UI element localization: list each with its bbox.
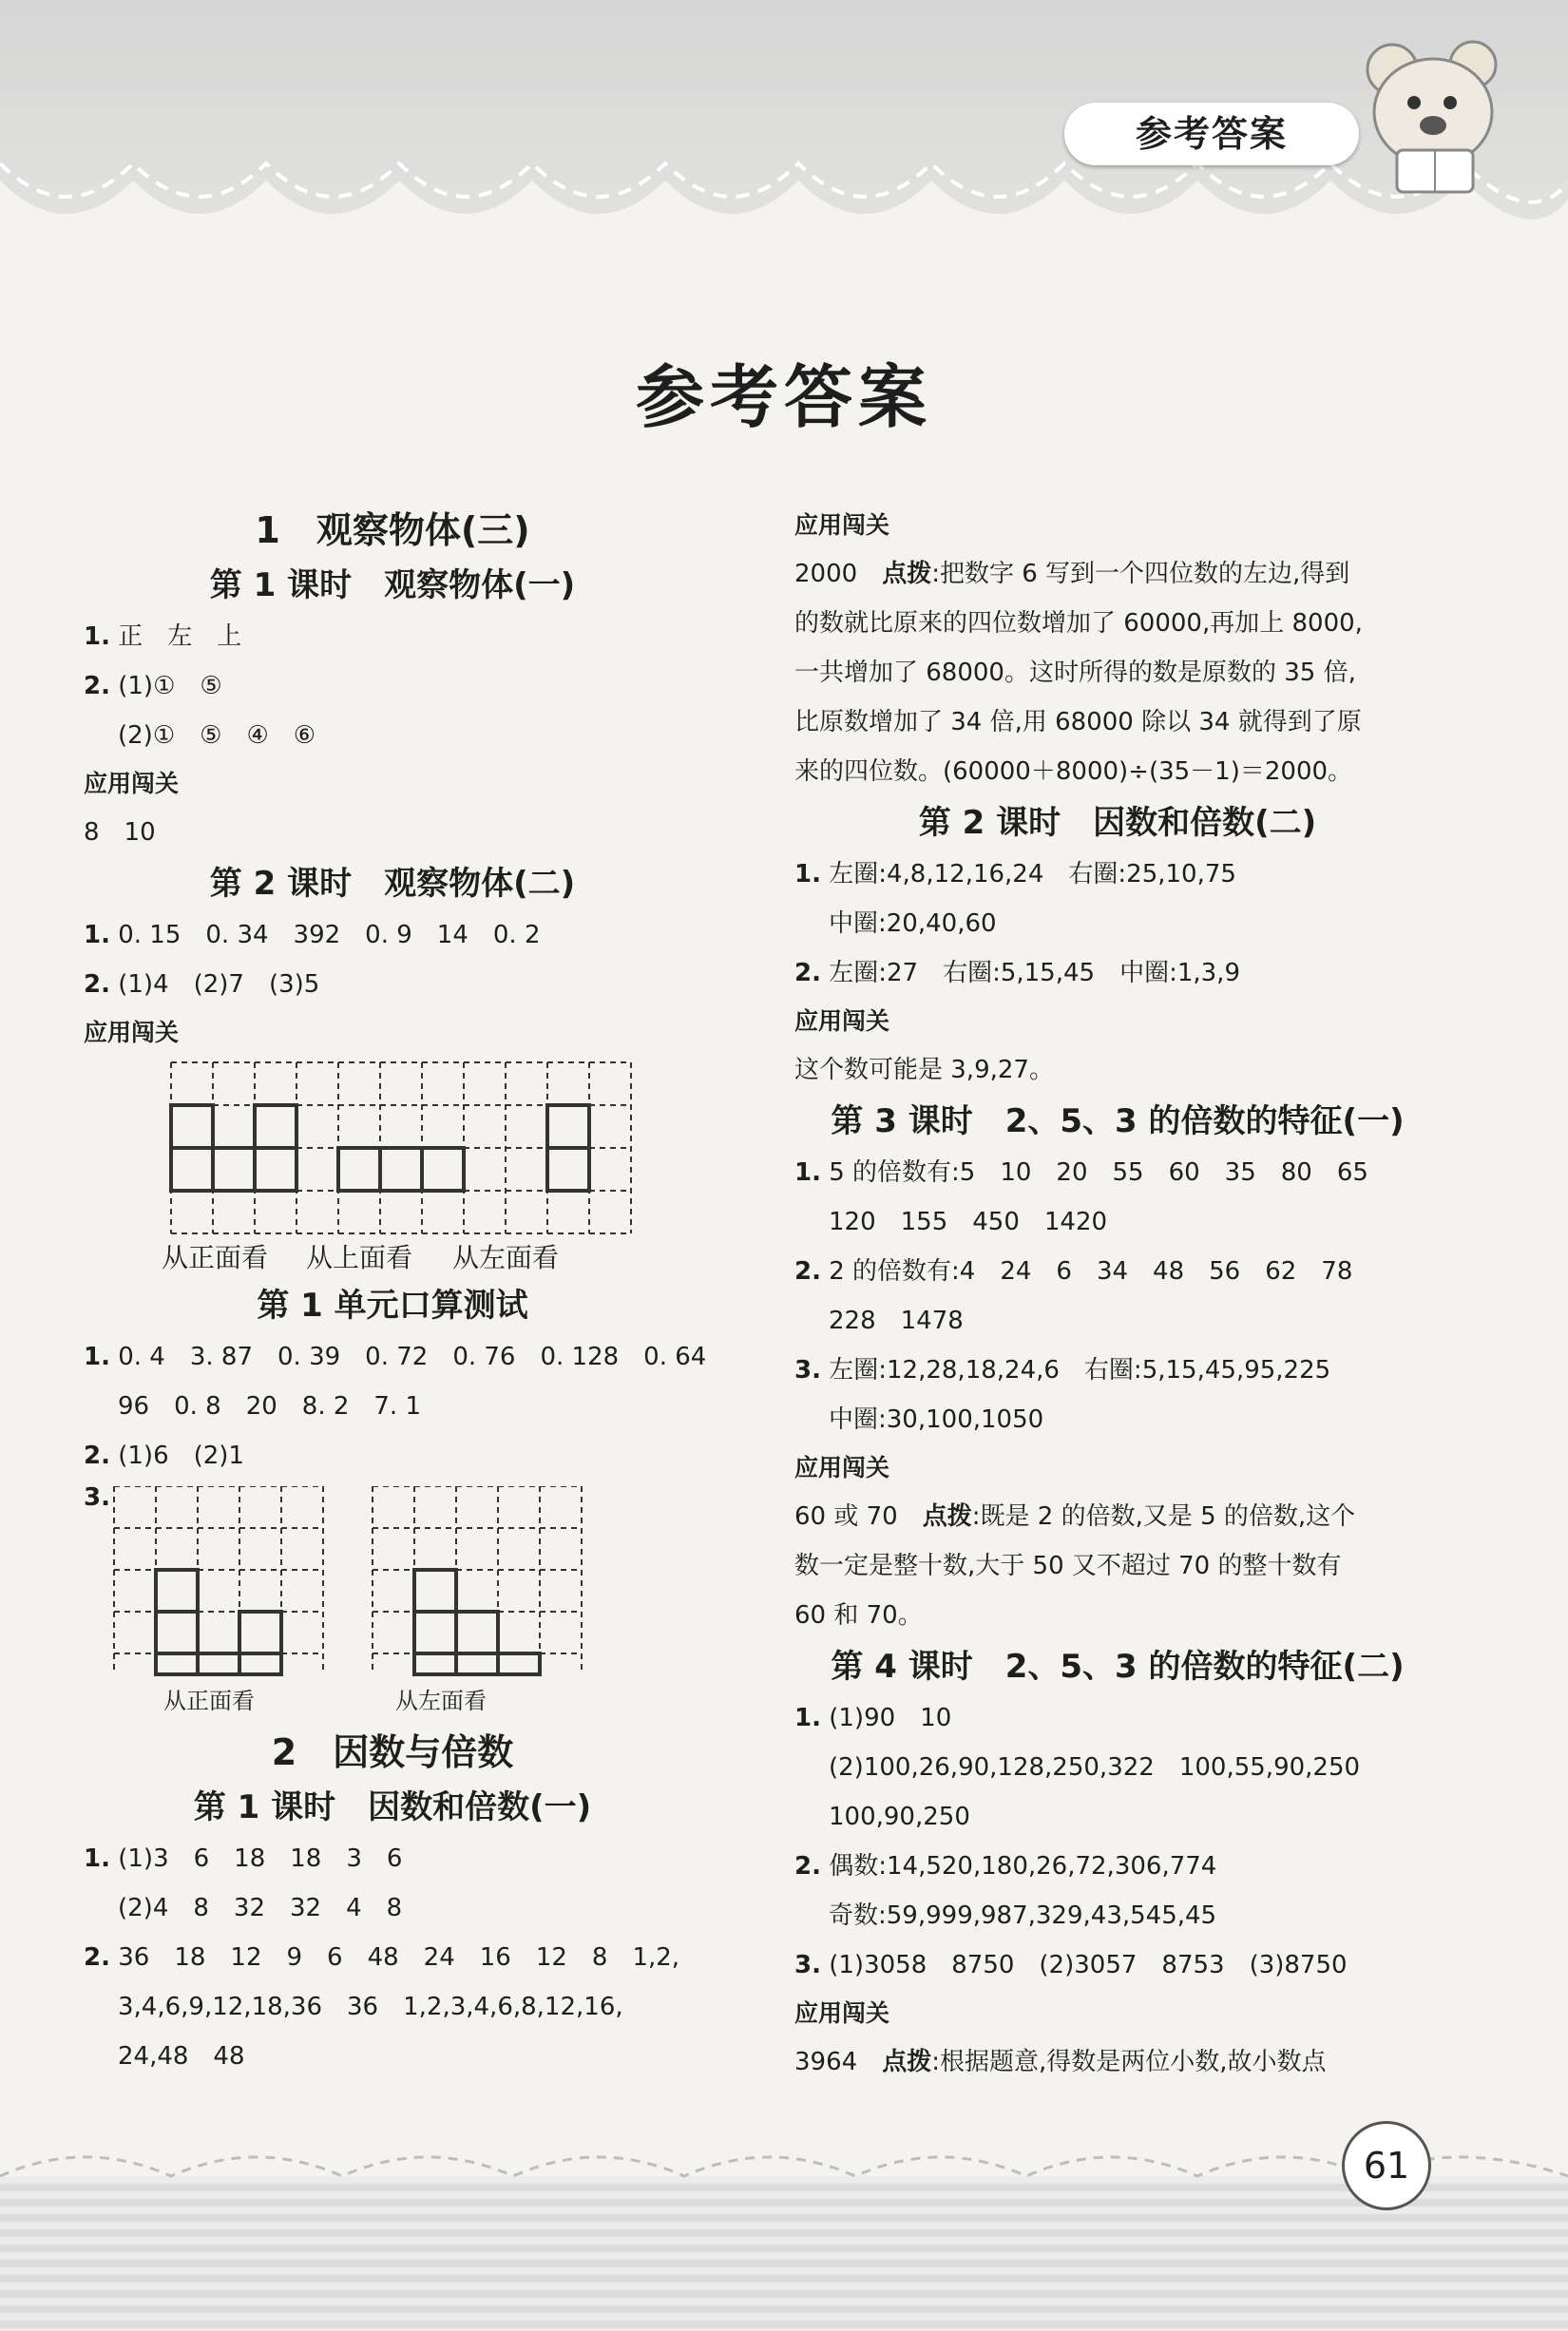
left-column — [84, 502, 707, 2081]
answer-line: 3. 左圈:12,28,18,24,6 右圈:5,15,45,95,225 — [794, 1356, 1331, 1385]
answer-line: 1. 5 的倍数有:5 10 20 55 60 35 80 65 — [794, 1158, 1368, 1187]
footer-band — [0, 2176, 1568, 2331]
lesson-2-title-right: 第 2 课时 因数和倍数(二) — [918, 804, 1317, 842]
answer-line: 1. 正 左 上 — [84, 622, 242, 651]
figure-captions — [84, 1237, 701, 1279]
caption-front: 从正面看 — [162, 1242, 269, 1273]
right-column — [794, 502, 1441, 2087]
answer-line: 这个数可能是 3,9,27。 — [794, 1056, 1054, 1084]
lesson-1-title: 第 1 课时 观察物体(一) — [209, 566, 576, 604]
header-tab: 参考答案 — [1064, 103, 1359, 165]
application-heading: 应用闯关 — [84, 770, 180, 797]
explanation-line: 60 或 70 点拨:既是 2 的倍数,又是 5 的倍数,这个 — [794, 1502, 1356, 1531]
answer-line: 1. 左圈:4,8,12,16,24 右圈:25,10,75 — [794, 860, 1236, 888]
explanation-line: 数一定是整十数,大于 50 又不超过 70 的整十数有 — [794, 1552, 1342, 1580]
application-heading: 应用闯关 — [794, 1999, 890, 2027]
answer-line: 24,48 48 — [118, 2042, 245, 2071]
application-heading: 应用闯关 — [794, 1007, 890, 1035]
explanation-line: 来的四位数。(60000＋8000)÷(35－1)＝2000。 — [794, 757, 1353, 786]
answer-line: (2)① ⑤ ④ ⑥ — [118, 721, 316, 750]
lesson-3-title-right: 第 3 课时 2、5、3 的倍数的特征(一) — [831, 1102, 1405, 1140]
explanation-line: 3964 点拨:根据题意,得数是两位小数,故小数点 — [794, 2048, 1327, 2076]
explanation-line: 一共增加了 68000。这时所得的数是原数的 35 倍, — [794, 659, 1356, 687]
application-heading: 应用闯关 — [794, 1454, 890, 1481]
answer-line: 奇数:59,999,987,329,43,545,45 — [829, 1901, 1217, 1930]
explanation-line: 60 和 70。 — [794, 1601, 923, 1630]
page-title: 参考答案 — [635, 357, 932, 437]
answer-line: 2. (1)4 (2)7 (3)5 — [84, 970, 320, 999]
answer-line: 2. 36 18 12 9 6 48 24 16 12 8 1,2, — [84, 1943, 680, 1972]
answer-line: 1. (1)90 10 — [794, 1704, 952, 1732]
answer-line: 中圈:20,40,60 — [829, 909, 997, 938]
answer-line: 8 10 — [84, 818, 156, 847]
answer-line: 3,4,6,9,12,18,36 36 1,2,3,4,6,8,12,16, — [118, 1993, 623, 2021]
answer-line: 中圈:30,100,1050 — [829, 1405, 1044, 1434]
unit-1-title: 1 观察物体(三) — [255, 509, 530, 551]
page-number: 61 — [1342, 2121, 1431, 2210]
figure-2-captions — [84, 1682, 487, 1720]
answer-line: 2. 2 的倍数有:4 24 6 34 48 56 62 78 — [794, 1257, 1353, 1286]
explanation-line: 的数就比原来的四位数增加了 60000,再加上 8000, — [794, 609, 1363, 638]
answer-line: 1. 0. 15 0. 34 392 0. 9 14 0. 2 — [84, 921, 541, 949]
q3-figure-block: 3. 从正面看 从左面看 — [84, 1481, 701, 1724]
view-grid-figure-2 — [84, 1486, 701, 1686]
answer-line: 228 1478 — [829, 1307, 964, 1335]
answer-line: 2. 偶数:14,520,180,26,72,306,774 — [794, 1852, 1217, 1881]
view-grid-figure — [84, 1057, 701, 1237]
answer-line: (2)100,26,90,128,250,322 100,55,90,250 — [829, 1753, 1361, 1782]
answer-line: (2)4 8 32 32 4 8 — [118, 1894, 403, 1922]
unit-2-lesson-1-title: 第 1 课时 因数和倍数(一) — [193, 1788, 592, 1826]
footer-scallop-border — [0, 2138, 1568, 2195]
explanation-line: 比原数增加了 34 倍,用 68000 除以 34 就得到了原 — [794, 708, 1362, 736]
application-heading: 应用闯关 — [84, 1019, 180, 1046]
unit-test-title: 第 1 单元口算测试 — [257, 1287, 528, 1325]
answer-line: 2. (1)6 (2)1 — [84, 1442, 244, 1470]
caption-left: 从左面看 — [395, 1688, 487, 1714]
answer-line: 3. (1)3058 8750 (2)3057 8753 (3)8750 — [794, 1951, 1348, 1979]
lesson-4-title-right: 第 4 课时 2、5、3 的倍数的特征(二) — [831, 1648, 1405, 1686]
unit-2-title: 2 因数与倍数 — [271, 1731, 514, 1773]
caption-front: 从正面看 — [163, 1688, 255, 1714]
answer-line: 1. (1)3 6 18 18 3 6 — [84, 1844, 403, 1873]
answer-line: 2. (1)① ⑤ — [84, 672, 222, 700]
answer-line: 96 0. 8 20 8. 2 7. 1 — [118, 1392, 422, 1421]
explanation-line: 2000 点拨:把数字 6 写到一个四位数的左边,得到 — [794, 560, 1350, 588]
caption-left: 从左面看 — [452, 1242, 560, 1273]
caption-top: 从上面看 — [306, 1242, 413, 1273]
application-heading: 应用闯关 — [794, 511, 890, 539]
bear-mascot-icon — [1349, 27, 1520, 198]
answer-line: 100,90,250 — [829, 1803, 970, 1831]
answer-line: 120 155 450 1420 — [829, 1208, 1108, 1236]
answer-line: 1. 0. 4 3. 87 0. 39 0. 72 0. 76 0. 128 0. 64 — [84, 1343, 707, 1371]
answer-line: 2. 左圈:27 右圈:5,15,45 中圈:1,3,9 — [794, 959, 1240, 987]
lesson-2-title: 第 2 课时 观察物体(二) — [209, 865, 576, 903]
